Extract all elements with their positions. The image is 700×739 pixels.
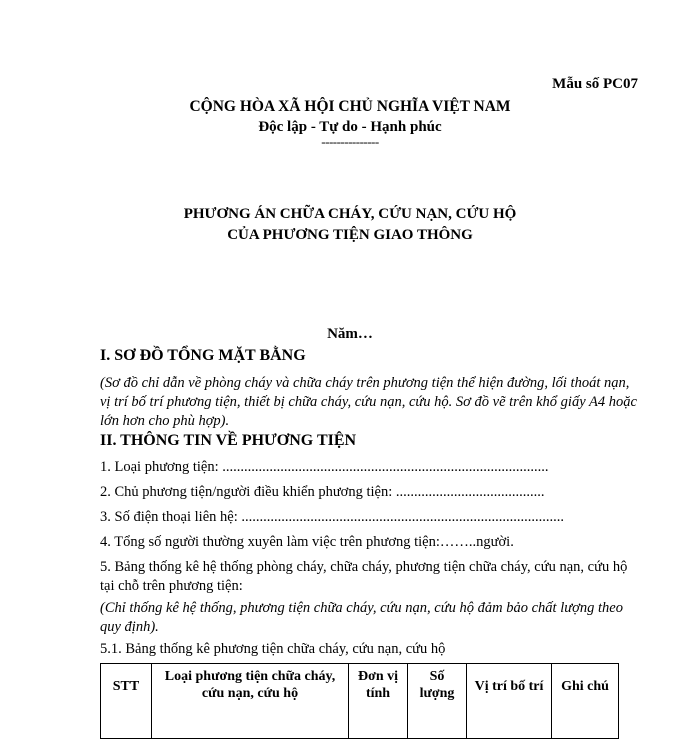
equipment-table (100, 663, 619, 739)
motto-divider: --------------- (321, 134, 379, 149)
staff-count-line: 4. Tổng số người thường xuyên làm việc trên phương tiện:……..người. (100, 534, 514, 550)
document-year: Năm… (327, 326, 373, 342)
vehicle-owner-line: 2. Chủ phương tiện/người điều khiển phương tiện: ......................................... (100, 484, 545, 500)
table-header-cell: Ghi chú (552, 664, 619, 739)
contact-phone-line: 3. Số điện thoại liên hệ: ......................................................................................... (100, 509, 564, 525)
section-2-heading: II. THÔNG TIN VỀ PHƯƠNG TIỆN (100, 432, 357, 449)
table-header-cell: STT (101, 664, 152, 739)
form-number: Mẫu số PC07 (552, 76, 638, 92)
section-1-heading: I. SƠ ĐỒ TỔNG MẶT BẰNG (100, 347, 306, 364)
equipment-table-caption: 5.1. Bảng thống kê phương tiện chữa cháy, cứu nạn, cứu hộ (100, 641, 446, 657)
motto: Độc lập - Tự do - Hạnh phúc (258, 119, 442, 135)
table-header-cell: Số lượng (408, 664, 467, 739)
equipment-stats-note: (Chỉ thống kê hệ thống, phương tiện chữa cháy, cứu nạn, cứu hộ đảm bảo chất lượng theo quy định). (100, 600, 623, 635)
section-1-note: (Sơ đồ chỉ dẫn về phòng cháy và chữa cháy trên phương tiện thể hiện đường, lối thoát nạn, vị trí bố trí phương tiện, thiết bị chữa cháy, cứu nạn, cứu hộ. Sơ đồ vẽ trên khổ giấy A4 hoặc lớn hơn cho phù hợp). (100, 375, 637, 429)
vehicle-type-line: 1. Loại phương tiện: .......................................................................................... (100, 459, 549, 475)
table-header-cell: Đơn vị tính (349, 664, 408, 739)
nation-heading: CỘNG HÒA XÃ HỘI CHỦ NGHĨA VIỆT NAM (189, 98, 511, 115)
table-header-cell: Vị trí bố trí (467, 664, 552, 739)
table-header-row (101, 664, 619, 739)
document-title-line-1: PHƯƠNG ÁN CHỮA CHÁY, CỨU NẠN, CỨU HỘ (183, 206, 517, 222)
table-header-cell: Loại phương tiện chữa cháy, cứu nạn, cứu hộ (152, 664, 349, 739)
equipment-stats-line: 5. Bảng thống kê hệ thống phòng cháy, chữa cháy, phương tiện chữa cháy, cứu nạn, cứu hộ tại chỗ trên phương tiện: (100, 559, 628, 594)
document-title-line-2: CỦA PHƯƠNG TIỆN GIAO THÔNG (227, 227, 473, 243)
